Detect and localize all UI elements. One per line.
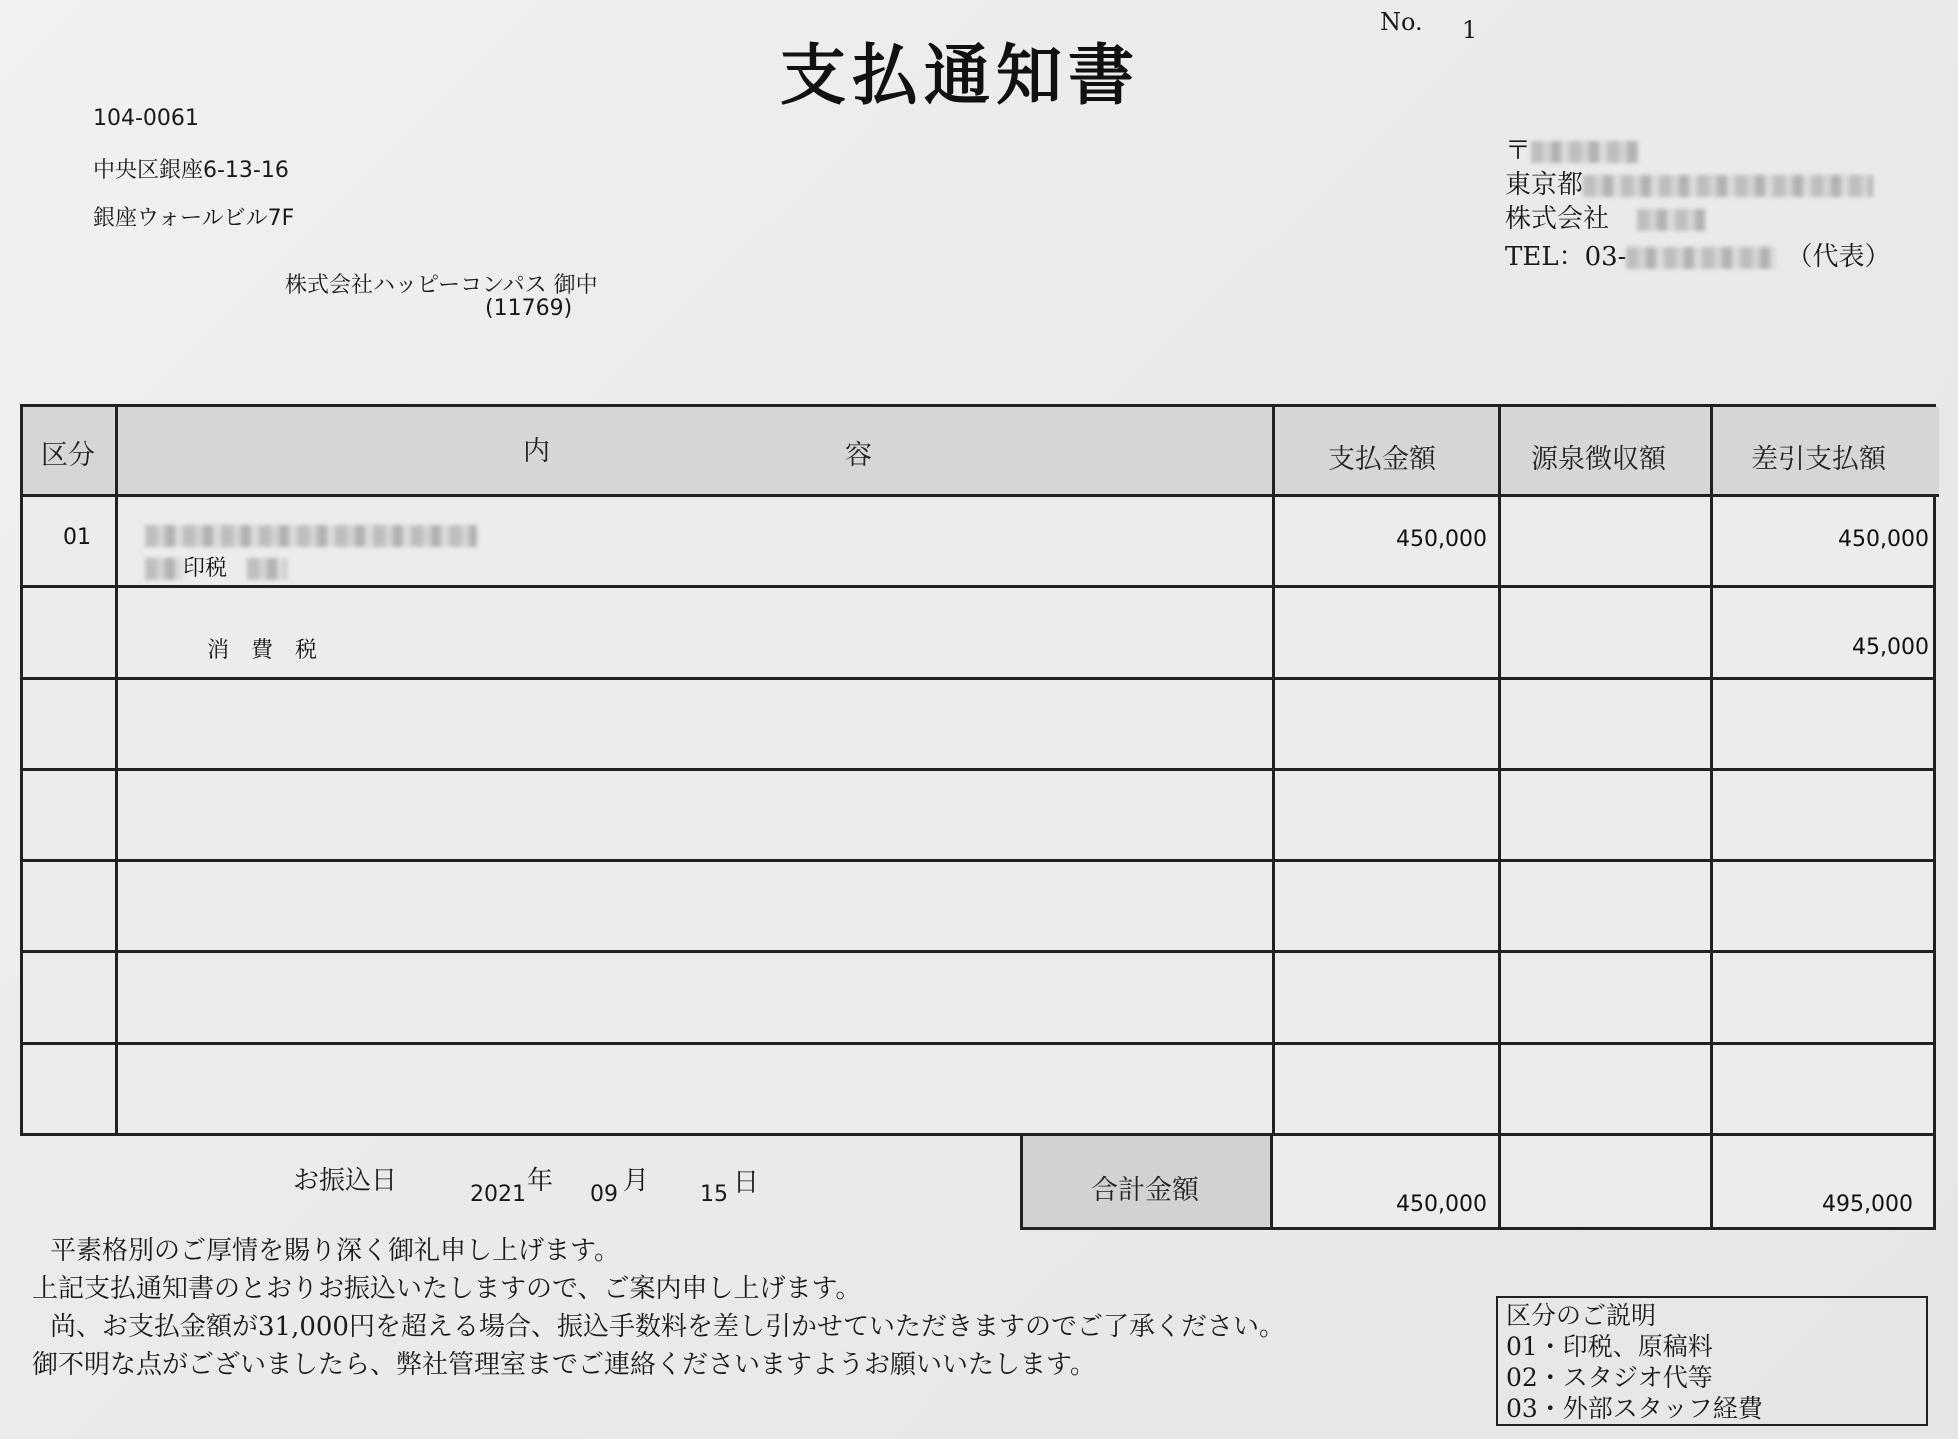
row2-content: 消 費 税 <box>207 638 318 663</box>
issuer-phone <box>1505 236 1890 273</box>
legend-item: 03・外部スタッフ経費 <box>1506 1394 1763 1423</box>
header-category: 区分 <box>41 440 95 471</box>
transfer-day: 15 <box>700 1182 728 1207</box>
transfer-date-label: お振込日 <box>293 1166 398 1196</box>
total-label: 合計金額 <box>1091 1175 1199 1206</box>
message-line4: 御不明な点がございましたら、弊社管理室までご連絡くださいますようお願いいたします。 <box>32 1350 1096 1380</box>
row-divider <box>23 677 1936 680</box>
row-divider <box>23 768 1936 771</box>
column-divider <box>115 407 118 1136</box>
transfer-day-unit: 日 <box>733 1168 760 1198</box>
redacted-block <box>247 558 287 580</box>
issuer-address <box>1505 164 1873 201</box>
document-number: 1 <box>1462 16 1478 44</box>
redacted-block <box>1637 209 1705 231</box>
redacted-block <box>1583 175 1873 197</box>
payment-table <box>20 404 1936 1136</box>
postal-mark: 〒 <box>1505 136 1532 166</box>
document-number-label: No. <box>1380 8 1423 36</box>
row1-content-line2 <box>145 551 287 582</box>
column-divider <box>1710 407 1713 1136</box>
document-title: 支払通知書 <box>780 36 1140 114</box>
issuer-tel-prefix: TEL：03- <box>1505 242 1627 272</box>
message-line2: 上記支払通知書のとおりお振込いたしますので、ご案内申し上げます。 <box>32 1274 862 1304</box>
redacted-block <box>145 558 183 580</box>
legend-item: 02・スタジオ代等 <box>1506 1363 1713 1392</box>
issuer-postal <box>1505 130 1639 167</box>
column-divider <box>1498 1136 1501 1227</box>
row1-content-tail: 印税 <box>183 556 228 581</box>
recipient-postal-code: 104-0061 <box>93 106 199 131</box>
recipient-name: 株式会社ハッピーコンパス 御中 <box>285 273 598 298</box>
row2-net: 45,000 <box>1852 635 1929 660</box>
header-withholding-tax: 源泉徴収額 <box>1531 444 1666 475</box>
redacted-block <box>1626 247 1776 269</box>
row1-category: 01 <box>63 525 91 550</box>
header-payment-amount: 支払金額 <box>1328 444 1436 475</box>
category-legend <box>1496 1296 1928 1426</box>
issuer-company <box>1505 198 1705 235</box>
recipient-code: (11769) <box>485 296 573 321</box>
header-bg-content <box>118 407 1293 497</box>
issuer-tel-suffix: （代表） <box>1786 242 1891 272</box>
redacted-block <box>1531 141 1639 163</box>
message-line1: 平素格別のご厚情を賜り深く御礼申し上げます。 <box>50 1236 620 1266</box>
header-content-left: 内 <box>523 436 550 467</box>
transfer-year-unit: 年 <box>527 1166 554 1196</box>
row1-payment: 450,000 <box>1396 527 1487 552</box>
transfer-month: 09 <box>590 1182 618 1207</box>
recipient-address-line2: 銀座ウォールビル7F <box>93 206 295 231</box>
row-divider <box>23 494 1936 497</box>
row-divider <box>23 950 1936 953</box>
redacted-block <box>145 525 477 547</box>
issuer-prefecture: 東京都 <box>1505 170 1584 200</box>
row1-content <box>145 523 477 548</box>
total-row <box>1020 1136 1936 1230</box>
issuer-company-prefix: 株式会社 <box>1505 204 1610 234</box>
total-net: 495,000 <box>1822 1192 1913 1217</box>
transfer-year: 2021 <box>470 1182 526 1207</box>
transfer-month-unit: 月 <box>623 1166 650 1196</box>
legend-title: 区分のご説明 <box>1506 1301 1657 1330</box>
message-line3: 尚、お支払金額が31,000円を超える場合、振込手数料を差し引かせていただきますのでご了承ください。 <box>50 1312 1285 1342</box>
header-content-right: 容 <box>845 440 872 471</box>
row-divider <box>23 859 1936 862</box>
row-divider <box>23 585 1936 588</box>
column-divider <box>1498 407 1501 1136</box>
legend-item: 01・印税、原稿料 <box>1506 1332 1713 1361</box>
column-divider <box>1272 407 1275 1136</box>
recipient-address-line1: 中央区銀座6-13-16 <box>93 158 289 183</box>
row-divider <box>23 1042 1936 1045</box>
row1-net: 450,000 <box>1838 527 1929 552</box>
header-net-payment: 差引支払額 <box>1751 444 1886 475</box>
total-payment: 450,000 <box>1396 1192 1487 1217</box>
